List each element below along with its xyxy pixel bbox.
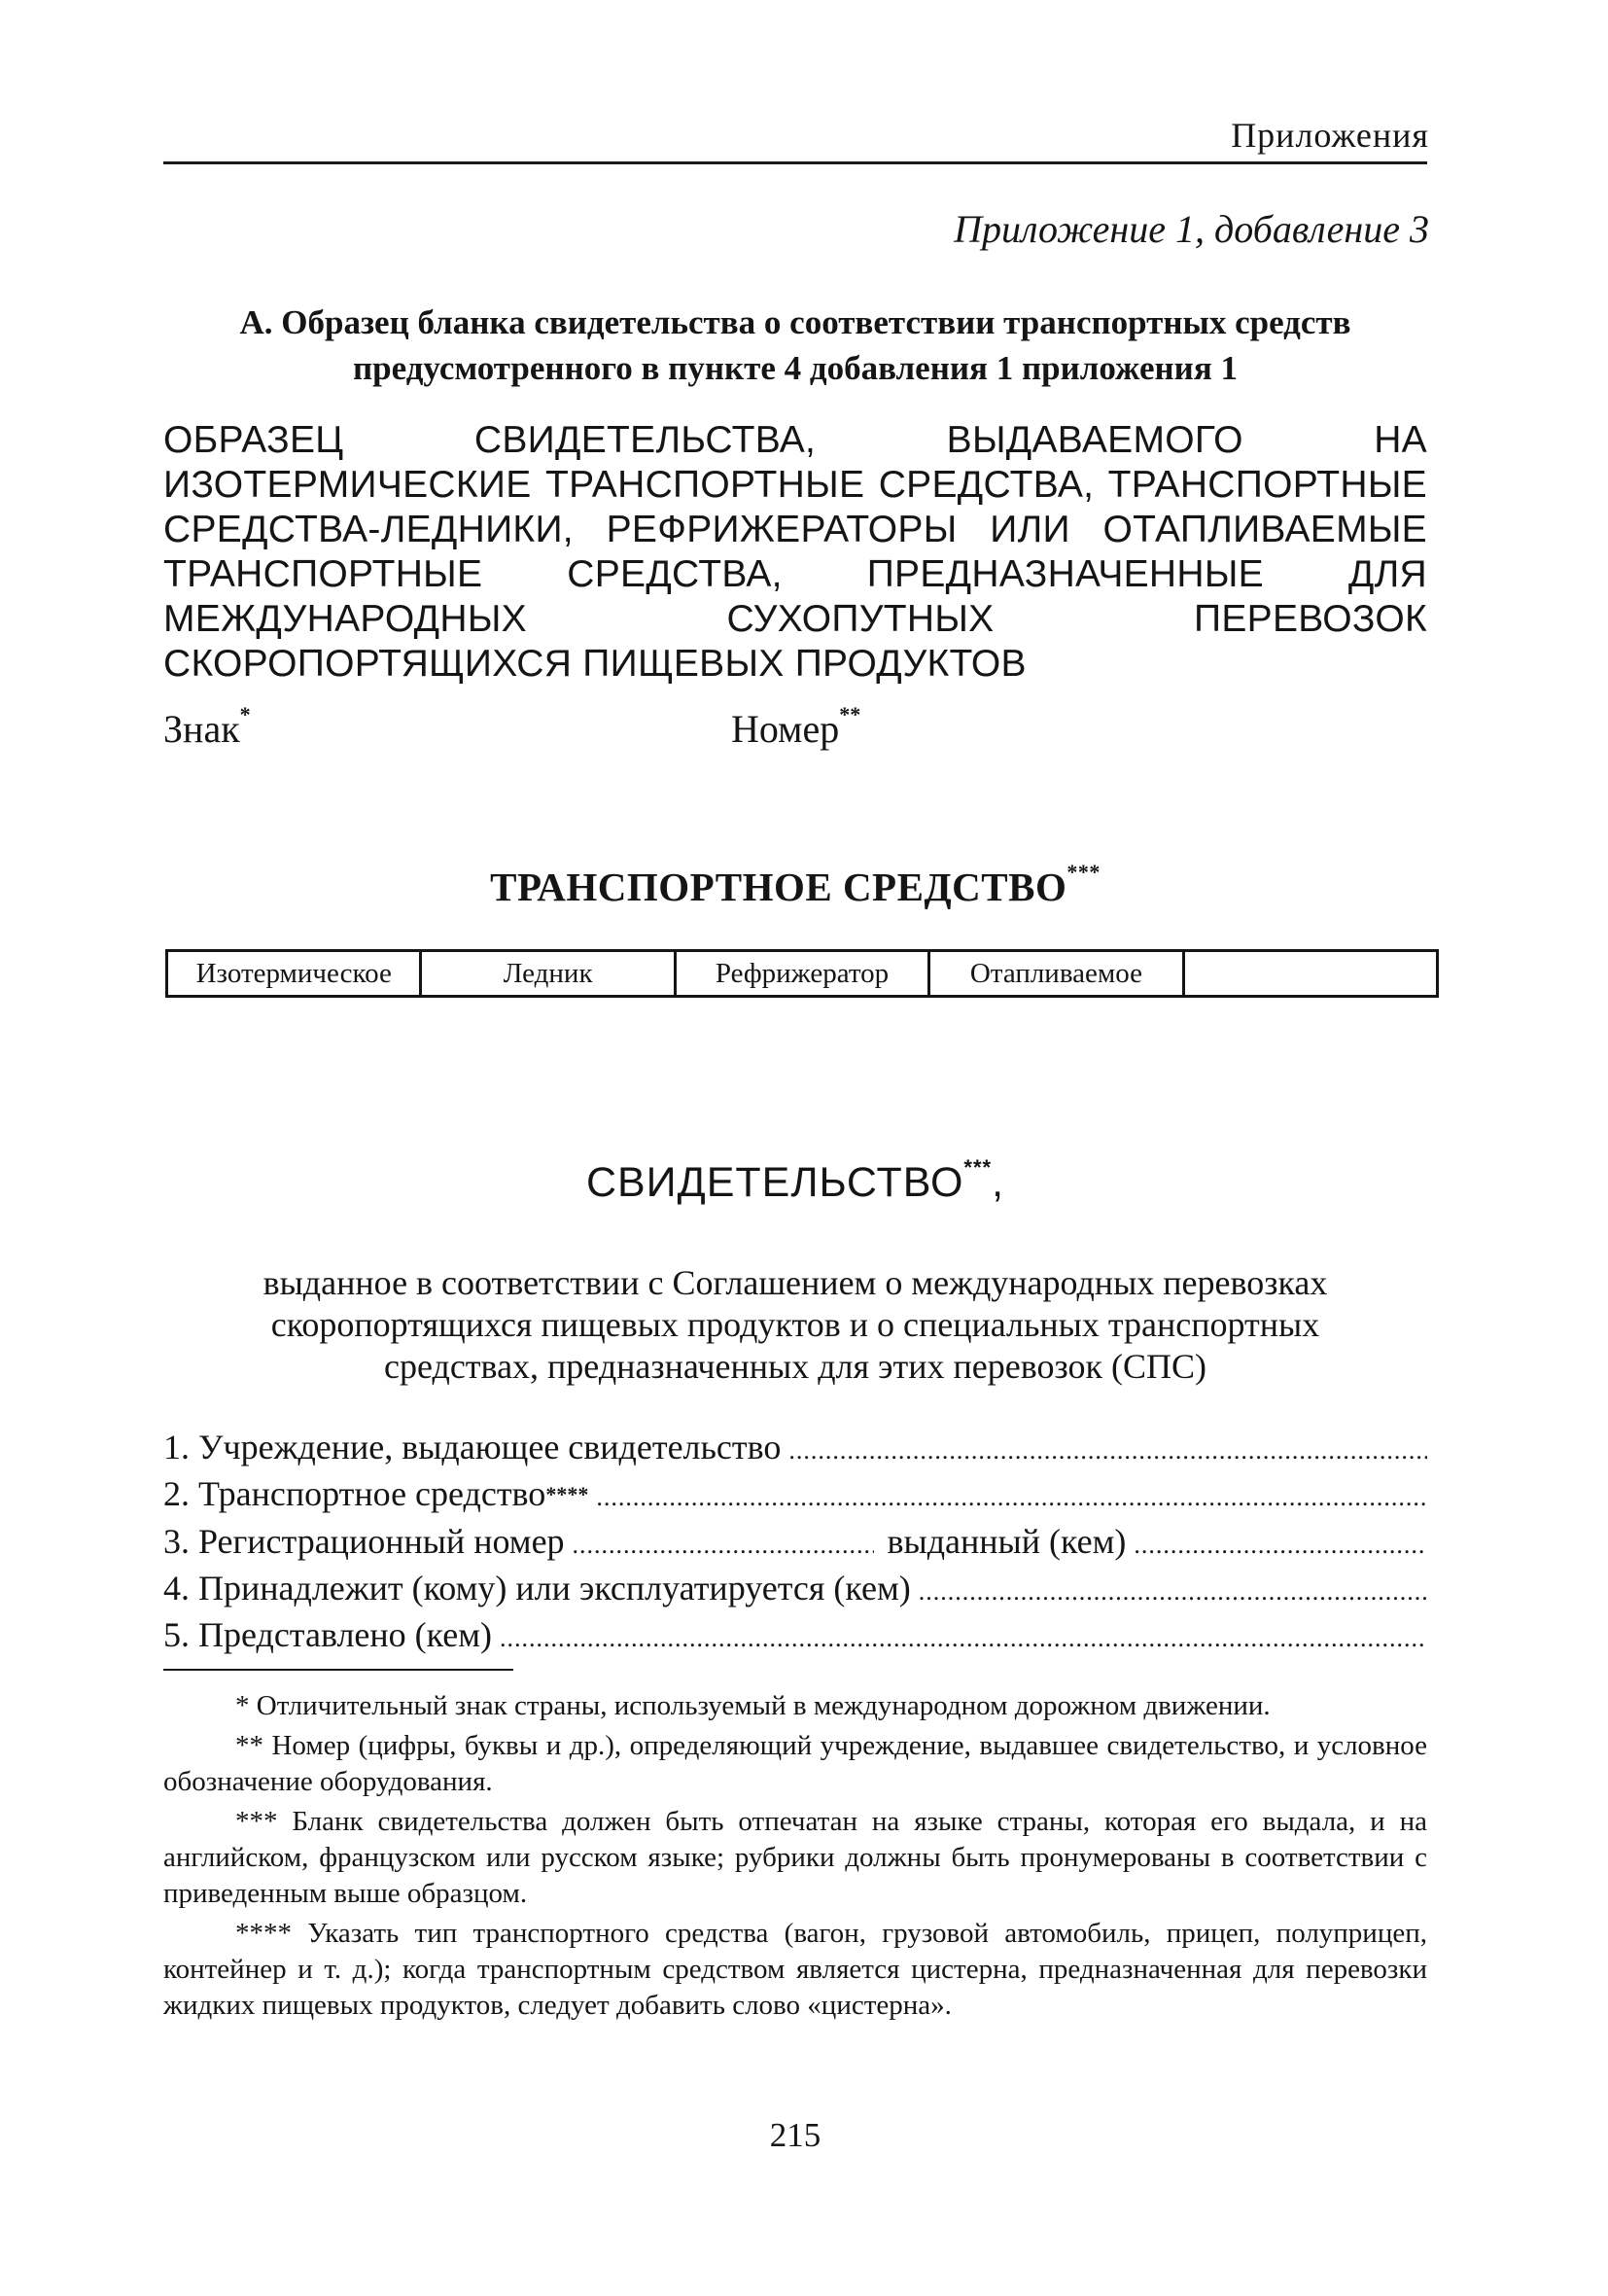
number-field-label (731, 702, 861, 752)
field-owner-label: 4. Принадлежит (кому) или эксплуатируется (кем) (163, 1569, 911, 1607)
field-issuing-authority-label: 1. Учреждение, выдающее свидетельство (163, 1428, 782, 1466)
footnotes (163, 1688, 1427, 2028)
header-rule (163, 161, 1427, 164)
certificate-heading (163, 1155, 1427, 1207)
issued-line-3: средствах, предназначенных для этих перевозок (СПС) (384, 1347, 1206, 1386)
field-presented-label: 5. Представлено (кем) (163, 1615, 493, 1654)
field-row-4 (163, 1567, 1427, 1613)
vehicle-type-heated: Отапливаемое (930, 952, 1184, 995)
certificate-fields (163, 1426, 1427, 1660)
field-issued-by-fill (1134, 1523, 1427, 1567)
field-vehicle-fill (596, 1475, 1427, 1519)
field-issuing-authority-fill (788, 1429, 1427, 1472)
number-footnote-marker: ** (839, 702, 861, 726)
field-vehicle-footnote-marker: **** (545, 1482, 589, 1506)
footnote-1: * Отличительный знак страны, используемый в международном дорожном движении. (235, 1690, 1271, 1721)
certificate-heading-comma: , (992, 1159, 1005, 1206)
footnote-2: ** Номер (цифры, буквы и др.), определяющий учреждение, выдавшее свидетельство, и условное обозначение оборудования. (163, 1730, 1427, 1797)
mark-footnote-marker: * (239, 702, 251, 726)
certificate-footnote-marker: *** (963, 1155, 993, 1180)
issued-under-text (163, 1262, 1427, 1388)
vehicle-type-blank (1185, 952, 1436, 995)
vehicle-type-insulated: Изотермическое (168, 952, 422, 995)
vehicle-footnote-marker: *** (1066, 860, 1101, 884)
vehicle-heading-text: ТРАНСПОРТНОЕ СРЕДСТВО (490, 865, 1067, 909)
field-vehicle-label: 2. Транспортное средство (163, 1474, 546, 1513)
mark-label-text: Знак (163, 707, 240, 751)
vehicle-type-ice-cooled: Ледник (422, 952, 676, 995)
field-row-2 (163, 1472, 1427, 1520)
certificate-heading-text: СВИДЕТЕЛЬСТВО (585, 1159, 964, 1206)
footnote-3: *** Бланк свидетельства должен быть отпечатан на языке страны, которая его выдала, и на английском, французском или русском языке; рубрики должны быть пронумерованы в соответствии с приведенным выше образцом. (163, 1806, 1427, 1909)
section-title (163, 300, 1427, 391)
footnote-rule (163, 1669, 513, 1671)
vehicle-heading (163, 860, 1427, 910)
footnote-4: **** Указать тип транспортного средства (вагон, грузовой автомобиль, прицеп, полуприцеп, контейнер и т. д.); когда транспортным средством является цистерна, предназначенная для перевозки жидких пищевых продуктов, следует добавить слово «цистерна». (163, 1918, 1427, 2021)
mark-field-label (163, 702, 251, 752)
issued-line-1: выданное в соответствии с Соглашением о международных перевозках (262, 1263, 1328, 1302)
section-title-line-2: предусмотренного в пункте 4 добавления 1 приложения 1 (353, 349, 1238, 387)
running-head: Приложения (1231, 116, 1429, 155)
appendix-reference: Приложение 1, добавление 3 (954, 207, 1429, 251)
field-registration-fill (573, 1523, 874, 1567)
vehicle-type-refrigerated: Рефрижератор (677, 952, 930, 995)
issued-line-2: скоропортящихся пищевых продуктов и о специальных транспортных (270, 1305, 1320, 1344)
form-heading: ОБРАЗЕЦ СВИДЕТЕЛЬСТВА, ВЫДАВАЕМОГО НА ИЗОТЕРМИЧЕСКИЕ ТРАНСПОРТНЫЕ СРЕДСТВА, ТРАНСПОРТНЫЕ СРЕДСТВА-ЛЕДНИКИ, РЕФРИЖЕРАТОРЫ ИЛИ ОТАПЛИВАЕМЫЕ ТРАНСПОРТНЫЕ СРЕДСТВА, ПРЕДНАЗНАЧЕННЫЕ ДЛЯ МЕЖДУНАРОДНЫХ СУХОПУТНЫХ ПЕРЕВОЗОК СКОРОПОРТЯЩИХСЯ ПИЩЕВЫХ ПРОДУКТОВ (163, 419, 1427, 685)
number-label-text: Номер (731, 707, 840, 751)
field-row-5 (163, 1613, 1427, 1660)
field-owner-fill (919, 1570, 1427, 1613)
field-issued-by-label: выданный (кем) (887, 1522, 1127, 1561)
field-row-1 (163, 1426, 1427, 1472)
vehicle-type-table (165, 949, 1439, 998)
section-title-line-1: А. Образец бланка свидетельства о соответствии транспортных средств (239, 303, 1351, 341)
page-number: 215 (769, 2116, 821, 2154)
field-registration-label: 3. Регистрационный номер (163, 1522, 565, 1561)
field-row-3 (163, 1520, 1427, 1567)
field-presented-fill (500, 1616, 1427, 1660)
